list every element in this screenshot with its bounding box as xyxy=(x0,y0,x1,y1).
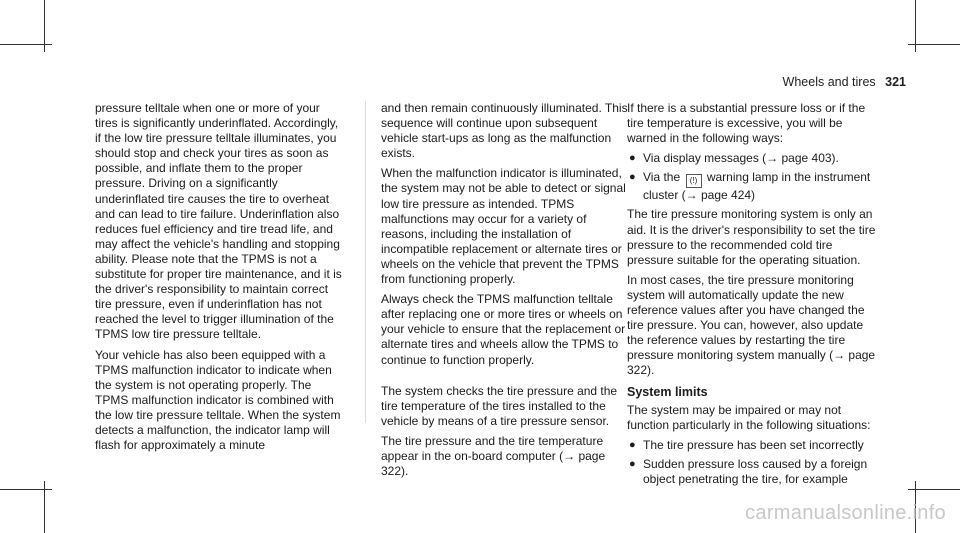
paragraph: When the malfunction indicator is illuminated, the system may not be able to detect or signal low tire pressure as intended. TPMS malfunctions may occur for a variety of reasons, including the installation of incompatible replacement or alternate tires or wheels on the vehicle that prevent the TPMS from functioning properly. xyxy=(381,166,626,287)
text-column-2 xyxy=(381,101,629,484)
bullet-icon: ● xyxy=(629,171,636,184)
crop-mark xyxy=(44,0,45,52)
bullet-icon: ● xyxy=(629,438,636,451)
paragraph: Always check the TPMS malfunction telltale after replacing one or more tires or wheels on your vehicle to ensure that the replacement or alternate tires and wheels allow the TPMS to continue to function properly. xyxy=(381,292,626,367)
paragraph: and then remain continuously illuminated. This sequence will continue upon subsequent vehicle start-ups as long as the malfunction exists. xyxy=(381,101,628,161)
paragraph: The system may be impaired or may not function particularly in the following situations: xyxy=(627,402,871,432)
section-title: Wheels and tires xyxy=(782,75,876,89)
section-heading: System limits xyxy=(627,384,708,399)
page-number: 321 xyxy=(885,75,906,89)
paragraph: In most cases, the tire pressure monitoring system will automatically update the new reference values after you have changed the tire pressure. You can, however, also update the reference values by restarting the tire pressure monitoring system manually (→ page 322). xyxy=(627,272,876,378)
bullet-icon: ● xyxy=(629,152,636,165)
paragraph: The tire pressure and the tire temperature appear in the on-board computer (→ page 322). xyxy=(381,433,606,479)
paragraph: The system checks the tire pressure and the tire temperature of the tires installed to the vehicle by means of a tire pressure sensor. xyxy=(381,383,618,428)
page-header xyxy=(783,75,906,89)
list-item: ● Via the (!) warning lamp in the instrument cluster (→ page 424) xyxy=(629,170,871,203)
paragraph: pressure telltale when one or more of your tires is significantly underinflated. Accordingly, if the low tire pressure telltale illuminates, you should stop and check your tires as soon as possible, and inflate them to the proper pressure. Driving on a significantly underinflated tire causes the tire to overheat and can lead to tire failure. Underinflation also reduces fuel efficiency and tire tread life, and may affect the vehicle's handling and stopping ability. Please note that the TPMS is not a substitute for proper tire maintenance, and it is the driver's responsibility to maintain correct tire pressure, even if underinflation has not reached the level to trigger illumination of the TPMS low tire pressure telltale. xyxy=(95,101,342,342)
bullet-icon: ● xyxy=(629,457,636,470)
tire-pressure-warning-icon: (!) xyxy=(686,174,702,188)
paragraph: Your vehicle has also been equipped with a TPMS malfunction indicator to indicate when the system is not operating properly. The TPMS malfunction indicator is combined with the low tire pressure telltale. When the system detects a malfunction, the indicator lamp will flash for approximately a minute xyxy=(95,347,341,453)
paragraph: If there is a substantial pressure loss or if the tire temperature is excessive, you will be warned in the following ways: xyxy=(627,101,866,146)
text-column-1 xyxy=(95,101,343,458)
list-item: ● Sudden pressure loss caused by a foreign object penetrating the tire, for example xyxy=(629,456,868,486)
crop-mark xyxy=(44,481,45,533)
crop-mark xyxy=(915,0,916,52)
list-item: ● The tire pressure has been set incorrectly xyxy=(629,437,864,452)
watermark: carmanualsonline.info xyxy=(745,502,946,524)
text-column-3 xyxy=(627,101,877,491)
column-divider xyxy=(365,101,366,423)
paragraph: The tire pressure monitoring system is only an aid. It is the driver's responsibility to set the tire pressure to the recommended cold tire pressure suitable for the operating situation. xyxy=(627,207,876,267)
list-item: ● Via display messages (→ page 403). xyxy=(629,151,839,166)
